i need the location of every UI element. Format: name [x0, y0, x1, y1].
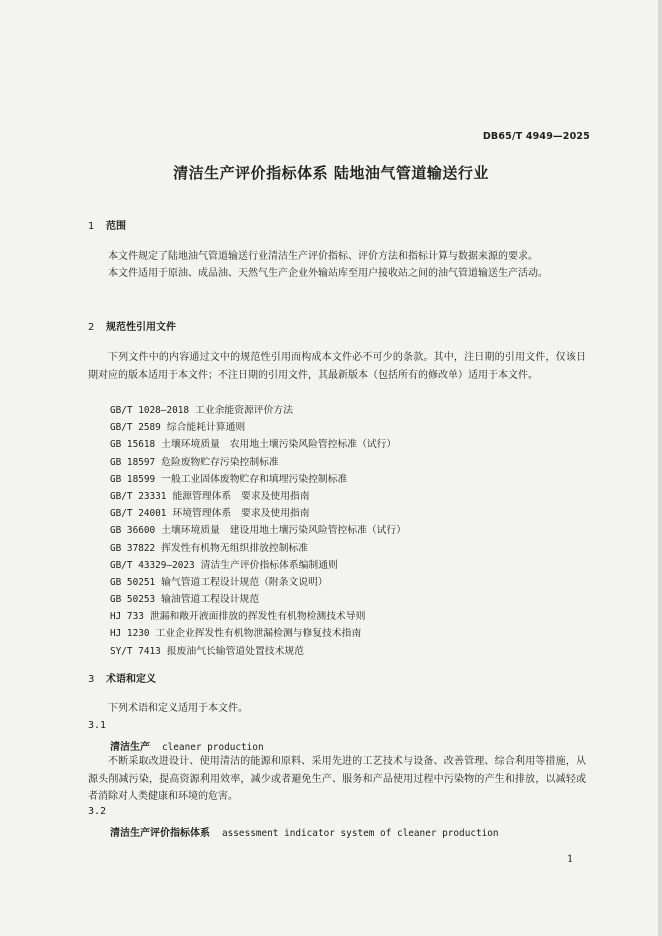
reference-item	[110, 608, 406, 625]
reference-item	[110, 454, 406, 471]
section-number: 2	[88, 322, 95, 333]
standard-code: DB65/T 4949—2025	[482, 131, 590, 142]
reference-code: HJ 1230	[110, 628, 150, 640]
term-en: cleaner production	[162, 742, 264, 753]
reference-title: 泄漏和敞开液面排放的挥发性有机物检测技术导则	[149, 611, 366, 623]
reference-item	[110, 419, 406, 436]
section-title: 范围	[106, 221, 126, 232]
reference-title: 土壤环境质量 建设用地土壤污染风险管控标准（试行）	[161, 525, 407, 537]
reference-item	[110, 557, 406, 574]
reference-item	[110, 591, 406, 608]
reference-code: GB 18599	[110, 473, 156, 485]
reference-title: 工业企业挥发性有机物泄漏检测与修复技术指南	[155, 628, 362, 640]
reference-item	[110, 488, 406, 505]
section-title: 规范性引用文件	[106, 322, 176, 333]
reference-code: GB 50251	[110, 576, 156, 588]
reference-title: 挥发性有机物无组织排放控制标准	[161, 542, 309, 554]
reference-item	[110, 505, 406, 522]
reference-code: GB 36600	[110, 525, 156, 537]
term-definition: 不断采取改进设计、使用清洁的能源和原料、采用先进的工艺技术与设备、改善管理、综合利用等措施，从源头削减污染，提高资源利用效率，减少或者避免生产、服务和产品使用过程中污染物的产生和排放，以减轻或者消除对人类健康和环境的危害。	[88, 756, 586, 802]
document-title: 清洁生产评价指标体系 陆地油气管道输送行业	[173, 164, 489, 182]
reference-code: SY/T 7413	[110, 645, 161, 657]
reference-code: GB/T 43329—2023	[110, 559, 195, 571]
reference-item	[110, 436, 406, 453]
section-1-heading	[88, 217, 126, 232]
section-title: 术语和定义	[106, 674, 156, 685]
reference-title: 报废油气长输管道处置技术规范	[166, 645, 304, 657]
reference-item	[110, 522, 406, 539]
term-number: 3.2	[88, 806, 107, 817]
reference-code: GB/T 23331	[110, 490, 167, 502]
term-number: 3.1	[88, 720, 107, 731]
reference-list	[110, 402, 406, 660]
reference-code: GB/T 1028—2018	[110, 405, 190, 416]
term-heading	[110, 824, 499, 839]
reference-title: 输油管道工程设计规范	[161, 594, 260, 606]
reference-item	[110, 643, 406, 660]
reference-title: 土壤环境质量 农用地土壤污染风险管控标准（试行）	[161, 439, 397, 451]
section-2-intro: 下列文件中的内容通过文中的规范性引用而构成本文件必不可少的条款。其中，注日期的引用文件，仅该日期对应的版本适用于本文件；不注日期的引用文件，其最新版本（包括所有的修改单）适用于本文件。	[88, 352, 586, 381]
term-zh: 清洁生产评价指标体系	[110, 828, 210, 839]
reference-item	[110, 540, 406, 557]
section-3-intro: 下列术语和定义适用于本文件。	[108, 703, 248, 714]
section-1-paragraph: 本文件适用于原油、成品油、天然气生产企业外输站库至用户接收站之间的油气管道输送生产活动。	[108, 268, 548, 279]
reference-code: GB 37822	[110, 542, 156, 554]
reference-title: 一般工业固体废物贮存和填埋污染控制标准	[161, 473, 348, 485]
reference-title: 综合能耗计算通则	[166, 422, 246, 434]
reference-code: GB/T 2589	[110, 422, 161, 434]
reference-item	[110, 625, 406, 642]
section-number: 3	[88, 674, 95, 685]
term-zh: 清洁生产	[110, 742, 150, 753]
reference-title: 能源管理体系 要求及使用指南	[172, 490, 310, 502]
reference-title: 危险废物贮存污染控制标准	[161, 456, 279, 468]
reference-code: GB 50253	[110, 594, 156, 606]
reference-code: HJ 733	[110, 611, 144, 623]
reference-title: 清洁生产评价指标体系编制通则	[200, 559, 338, 571]
section-3-heading	[88, 670, 156, 685]
reference-code: GB/T 24001	[110, 508, 167, 520]
reference-item	[110, 471, 406, 488]
reference-title: 输气管道工程设计规范（附条文说明）	[161, 576, 328, 588]
reference-item	[110, 402, 406, 419]
scan-edge	[658, 0, 662, 936]
reference-item	[110, 574, 406, 591]
reference-title: 工业余能资源评价方法	[195, 405, 293, 416]
reference-title: 环境管理体系 要求及使用指南	[172, 508, 310, 520]
term-en: assessment indicator system of cleaner production	[222, 828, 499, 839]
reference-code: GB 15618	[110, 439, 156, 451]
term-heading	[110, 738, 264, 753]
section-2-heading	[88, 318, 176, 333]
section-number: 1	[88, 221, 95, 232]
page-number: 1	[567, 854, 574, 865]
reference-code: GB 18597	[110, 456, 156, 468]
section-1-paragraph: 本文件规定了陆地油气管道输送行业清洁生产评价指标、评价方法和指标计算与数据来源的要求。	[108, 251, 538, 262]
